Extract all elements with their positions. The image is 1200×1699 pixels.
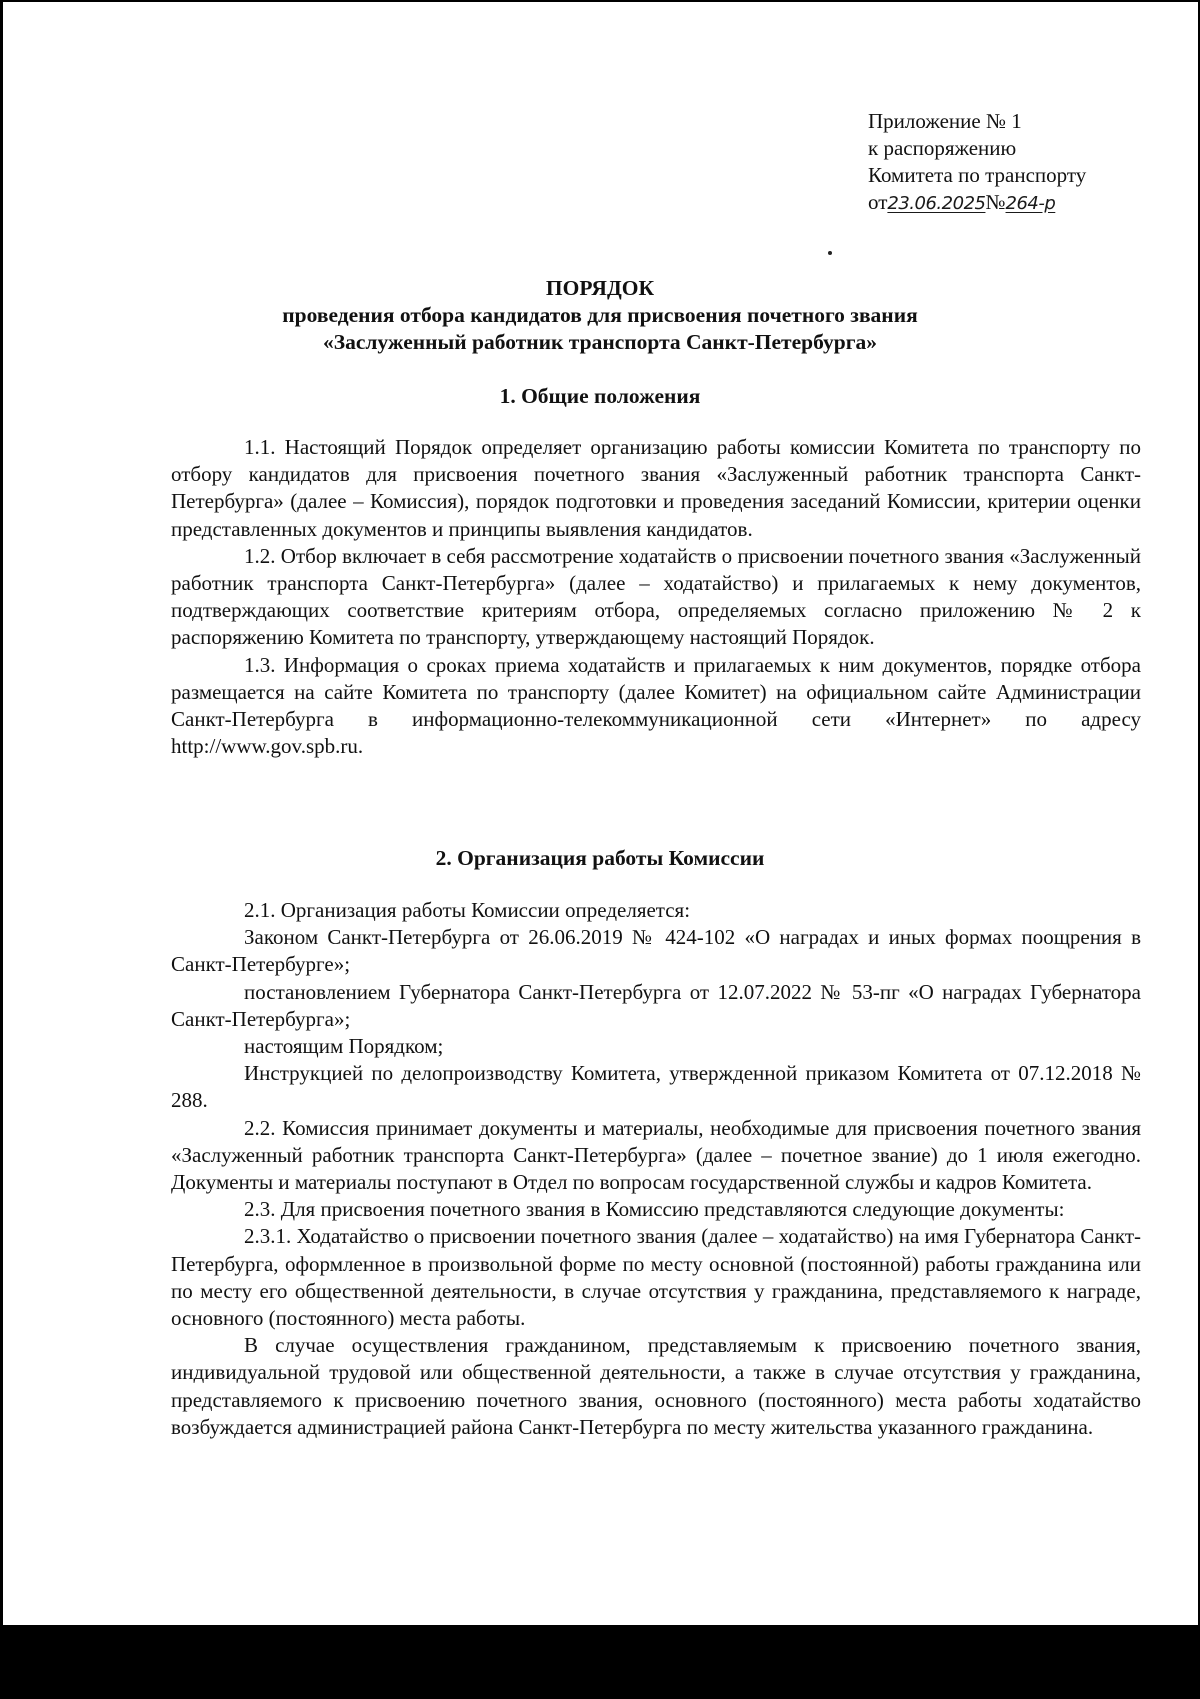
appendix-line-1: Приложение № 1 [868,109,1022,133]
handwritten-number: 264-р [1005,193,1056,214]
paragraph-2-1-order: настоящим Порядком; [244,1034,444,1059]
appendix-line-3: Комитета по транспорту [868,163,1087,187]
paragraph-2-3: 2.3. Для присвоения почетного звания в Комиссию представляются следующие документы: [244,1197,1065,1222]
scan-bottom-bar [0,1625,1200,1699]
section-1-heading: 1. Общие положения [499,384,701,408]
paragraph-1-1: 1.1. Настоящий Порядок определяет организацию работы комиссии Комитета по транспорту по отбору кандидатов для присвоения почетного звания «Заслуженный работник транспорта Санкт-Петербурга» (далее – Комиссия), порядок подготовки и проведения заседаний Комиссии, критерии оценки представленных документов и принципы выявления кандидатов. [171,435,1141,541]
paragraph-2-2: 2.2. Комиссия принимает документы и материалы, необходимые для присвоения почетного звания «Заслуженный работник транспорта Санкт-Петербурга» (далее – почетное звание) до 1 июля ежегодно. Документы и материалы поступают в Отдел по вопросам государственной службы и кадров Комитета. [171,1115,1141,1195]
number-prefix: № [985,190,1006,214]
document-subtitle-line-1: проведения отбора кандидатов для присвоения почетного звания [282,303,918,327]
paragraph-2-3-1-case: В случае осуществления гражданином, представляемым к присвоению почетного звания, индивидуальной трудовой или общественной деятельности, а также в случае отсутствия у гражданина, представляемого к присвоению почетного звания, основного (постоянного) места работы ходатайство возбуждается администрацией района Санкт-Петербурга по месту жительства указанного гражданина. [171,1333,1141,1439]
handwritten-date: 23.06.2025 [887,193,986,214]
date-prefix: от [868,190,888,214]
document-title: ПОРЯДОК [545,276,655,300]
paragraph-2-1-law: Законом Санкт-Петербурга от 26.06.2019 № 424-102 «О наградах и иных формах поощрения в Санкт-Петербурге»; [171,925,1141,977]
paragraph-1-3: 1.3. Информация о сроках приема ходатайств и прилагаемых к ним документов, порядке отбора размещается на сайте Комитета по транспорту (далее Комитет) на официальном сайте Администрации Санкт-Петербурга в информационно-телекоммуникационной сети «Интернет» по адресу http://www.gov.spb.ru. [171,652,1141,759]
paragraph-2-1-instruction: Инструкцией по делопроизводству Комитета, утвержденной приказом Комитета от 07.12.2018 № 288. [171,1061,1141,1113]
paragraph-2-3-1: 2.3.1. Ходатайство о присвоении почетного звания (далее – ходатайство) на имя Губернатора Санкт-Петербурга, оформленное в произвольной форме по месту основной (постоянной) работы гражданина или по месту его общественной деятельности, в случае отсутствия у гражданина, представляемого к награде, основного (постоянного) места работы. [171,1224,1141,1331]
appendix-date-number [868,189,1086,217]
section-2-heading: 2. Организация работы Комиссии [435,846,765,870]
paragraph-2-1: 2.1. Организация работы Комиссии определяется: [244,898,691,922]
paragraph-1-2: 1.2. Отбор включает в себя рассмотрение ходатайств о присвоении почетного звания «Заслуженный работник транспорта Санкт-Петербурга» (далее – ходатайство) и прилагаемых к нему документов, подтверждающих соответствие критериям отбора, определяемых согласно приложению № 2 к распоряжению Комитета по транспорту, утверждающему настоящий Порядок. [171,543,1141,650]
scan-border-left [0,0,3,1625]
section-1-body [171,434,1141,760]
appendix-block [868,108,1086,217]
scan-border-top [0,0,1200,2]
document-subtitle-line-2: «Заслуженный работник транспорта Санкт-Петербурга» [322,330,878,354]
section-2-body [171,897,1141,1441]
paragraph-2-1-decree: постановлением Губернатора Санкт-Петербурга от 12.07.2022 № 53-пг «О наградах Губернатора Санкт-Петербурга»; [171,979,1141,1031]
scan-speck [828,251,832,255]
appendix-line-2: к распоряжению [868,136,1017,160]
